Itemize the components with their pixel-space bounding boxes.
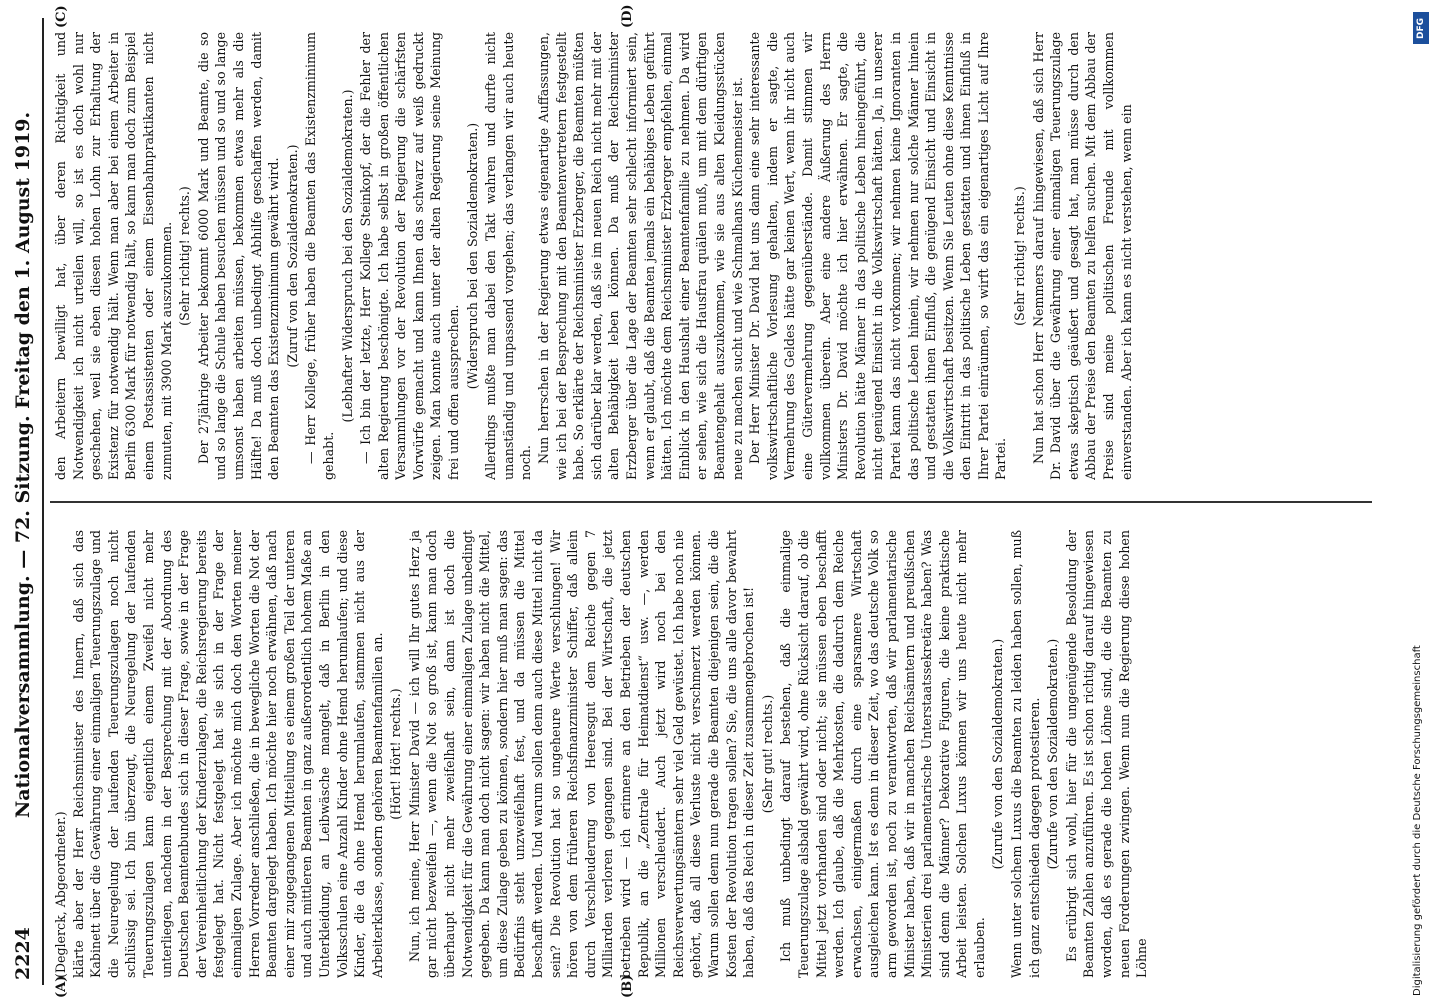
interjection: (Lebhafter Widerspruch bei den Sozialdemokraten.): [339, 89, 355, 423]
paragraph: — Ich bin der letzte, Herr Kollege Steinkopf, der die Fehler der alten Regierung beschönigte. Ich habe selbst in großen öffentlichen Versammlungen vor der Revolution der Regierung die schärfsten Vorwürfe gemacht und kann Ihnen das schwarz auf weiß gedruckt zeigen. Man konnte auch unter der alten Regierung seine Meinung frei und offen aussprechen.: [358, 32, 462, 480]
margin-marker-b: (B): [620, 974, 635, 998]
running-title: Nationalversammlung. — 72. Sitzung. Freitag den 1. August 1919.: [12, 111, 34, 819]
page-number: 2224: [12, 927, 34, 980]
text-column-right: [52, 32, 1370, 480]
paragraph: Nun herrschen in der Regierung etwas eigenartige Auffassungen, wie ich bei der Besprechung mit den Beamtenvertretern festgestellt habe. So erklärte der Reichsminister Erzberger, die Beamten müßten sich darüber klar werden, daß sie im neuen Reich nicht mehr mit der alten Behäbigkeit leben können. Da muß der Reichsminister Erzberger über die Lage der Beamten sehr schlecht informiert sein, wenn er glaubt, daß die Beamten jemals ein behäbiges Leben geführt hätten. Ich möchte dem Reichsminister Erzberger empfehlen, einmal Einblick in den Haushalt einer Beamtenfamilie zu nehmen. Da wird er sehen, wie sich die Hausfrau quälen muß, um mit dem dürftigen Beamtengehalt auszukommen, wie sie aus alten Kleidungsstücken neue zu machen sucht und wie Schmalhans Küchenmeister ist.: [536, 32, 745, 480]
header-rule: [42, 18, 44, 985]
margin-marker-c: (C): [54, 5, 69, 28]
paragraph: den Arbeitern bewilligt hat, über deren Richtigkeit und Notwendigkeit ich nicht urteilen will, so ist es doch wohl nur geschehen, weil sie eben diesen hohen Lohn zur Erhaltung der Existenz für notwendig hält. Wenn man aber bei einem Arbeiter in Berlin 6300 Mark für notwendig hält, so kann man doch zum Beispiel einem Postassistenten oder einem Eisenbahnpraktikanten nicht zumuten, mit 3900 Mark auszukommen.: [53, 32, 174, 480]
paragraph: Es erübrigt sich wohl, hier für die ungenügende Besoldung der Beamten Zahlen anzuführen. Es ist schon richtig darauf hingewiesen worden, daß es gerade die hohen Löhne sind, die die Beamten zu neuen Forderungen zwingen. Wenn nun die Regierung diese hohen Löhne: [1063, 530, 1150, 978]
digitization-credit: [1412, 6, 1430, 996]
paragraph: Wenn unter solchem Luxus die Beamten zu leiden haben sollen, muß ich ganz entschieden dagegen protestieren.: [1009, 530, 1042, 978]
interjection: (Sehr richtig! rechts.): [1012, 186, 1028, 326]
interjection: (Widerspruch bei den Sozialdemokraten.): [464, 122, 480, 390]
paragraph: Der 27jährige Arbeiter bekommt 6000 Mark und Beamte, die so und so lange die Schule haben besuchen müssen und so und so lange umsonst haben arbeiten müssen, bekommen etwas mehr als die Hälfte! Da muß doch unbedingt Abhilfe geschaffen werden, damit den Beamten das Existenzminimum gewährt wird.: [195, 32, 282, 480]
text-column-left: [52, 530, 1370, 978]
interjection: (Zurufe von den Sozialdemokraten.): [1045, 638, 1061, 870]
interjection: (Zurufe von den Sozialdemokraten.): [990, 638, 1006, 870]
paragraph: (Deglerck, Abgeordneter.): [53, 811, 68, 978]
interjection: (Sehr gut! rechts.): [759, 694, 775, 814]
paragraph: — Herr Kollege, früher haben die Beamten das Existenzminimum gehabt.: [303, 32, 336, 480]
interjection: (Sehr richtig! rechts.): [177, 186, 193, 326]
interjection: (Hört! Hört! rechts.): [388, 688, 404, 820]
paragraph: Der Herr Minister Dr. David hat uns dann eine sehr interessante volkswirtschaftliche Vorlesung gehalten, indem er sagte, die Vermehrung des Geldes hätte gar keinen Wert, wenn ihr nicht auch eine Gütervermehrung gegenüberstände. Damit stimmen wir vollkommen überein. Aber eine andere Äußerung des Herrn Ministers Dr. David möchte ich hier erwähnen. Er sagte, die Revolution hätte Männer in das politische Leben hineingeführt, die nicht genügend Einsicht in die Volkswirtschaft hätten. Ja, in unserer Partei kann das nicht vorkommen; wir nehmen keine Ignoranten in das politische Leben hinein, wir nehmen nur solche Männer hinein und gestatten ihnen Einfluß, die genügend Einsicht und Einsicht in die Volkswirtschaft besitzen. Wenn Sie Leuten ohne diese Kenntnisse den Eintritt in das politische Leben gestatten und ihnen Einfluß in Ihrer Partei einräumen, so wirft das ein eigenartiges Licht auf Ihre Partei.: [747, 32, 1009, 480]
credit-text: Digitalisierung gefördert durch die Deutsche Forschungsgemeinschaft: [1412, 645, 1423, 996]
paragraph: Allerdings mußte man dabei den Takt wahren und durfte nicht unanständig und unpassend vorgehen; das verlangen wir auch heute noch.: [483, 32, 534, 480]
paragraph: Nun hat schon Herr Nemmers darauf hingewiesen, daß sich Herr Dr. David über die Gewährung einer einmaligen Teuerungszulage etwas skeptisch geäußert und gesagt hat, man müsse durch den Abbau der Preise den Beamten zu helfen suchen. Mit dem Abbau der Preise sind meine politischen Freunde mit vollkommen einverstanden. Aber ich kann es nicht verstehen, wenn ein: [1030, 32, 1134, 480]
margin-marker-a: (A): [54, 975, 69, 998]
column-rule: [50, 501, 1372, 503]
page-header: [6, 0, 40, 1000]
paragraph: Nun, ich meine, Herr Minister David — ich will Ihr gutes Herz ja gar nicht bezweifeln —, wenn die Not so groß ist, kann man doch überhaupt nicht mehr zweifelhaft sein, dann ist doch die Notwendigkeit für die Gewährung einer einmaligen Zulage unbedingt gegeben. Da kann man doch nicht sagen: wir haben nicht die Mittel, um diese Zulage geben zu können, sondern hier muß man sagen: das Bedürfnis steht unzweifelhaft fest, und da müssen die Mittel beschafft werden. Und warum sollen denn auch diese Mittel nicht da sein? Die Revolution hat so ungeheure Werte verschlungen! Wir hören von dem früheren Reichsfinanzminister Schiffer, daß allein durch Verschleuderung von Heeresgut dem Reiche gegen 7 Milliarden verloren gegangen sind. Bei der Wirtschaft, die jetzt betrieben wird — ich erinnere an den Betrieben der deutschen Republik, an die „Zentrale für Heimatdienst“ usw. —, werden Millionen verschleudert. Auch jetzt wird noch bei den Reichsverwertungsämtern sehr viel Geld gewüstet. Ich habe noch nie gehört, daß all diese Verluste nicht verschmerzt werden können. Warum sollen denn nun gerade die Beamten diejenigen sein, die die Kosten der Revolution tragen sollen? Sie, die uns alle davor bewahrt haben, daß das Reich in dieser Zeit zusammengebrochen ist!: [406, 530, 757, 978]
margin-marker-d: (D): [620, 4, 635, 28]
paragraph: Ich muß unbedingt darauf bestehen, daß die einmalige Teuerungszulage alsbald gewährt wird, ohne Rücksicht darauf, ob die Mittel jetzt vorhanden sind oder nicht; sie müssen eben beschafft werden. Ich glaube, daß die Mehrkosten, die dadurch dem Reiche erwachsen, einigermaßen durch eine sparsamere Wirtschaft ausgleichen kann. Ist es denn in dieser Zeit, wo das deutsche Volk so arm geworden ist, noch zu verantworten, daß wir parlamentarische Minister haben, daß wir in manchen Reichsämtern und preußischen Ministerien drei parlamentarische Unterstaatssekretäre haben? Was sind denn die Männer? Dekorative Figuren, die keine praktische Arbeit leisten. Solchen Luxus können wir uns heute nicht mehr erlauben.: [778, 530, 987, 978]
paragraph: klärte aber der Herr Reichsminister des Innern, daß sich das Kabinett über die Gewährung einer einmaligen Teuerungszulage und die Neuregelung der laufenden Teuerungszulagen noch nicht schlüssig sei. Ich bin überzeugt, die Neuregelung der laufenden Teuerungszulagen kann eigentlich einem Zweifel nicht mehr unterliegen, nachdem in der Besprechung mit der Abordnung des Deutschen Beamtenbundes sich in dieser Frage, sowie in der Frage der Vereinheitlichung der Kinderzulagen, die Reichsregierung bereits festgelegt hat. Nicht festgelegt hat sie sich in der Frage der einmaligen Zulage. Aber ich möchte mich doch den Worten meiner Herren Vorredner anschließen, die in bewegliche Worten die Not der Beamten dargelegt haben. Ich möchte hier noch erwähnen, daß nach einer mir zugegangenen Mitteilung es einem großen Teil der unteren und auch mittleren Beamten in ganz außerordentlich hohem Maße an Unterkleidung, an Leibwäsche mangelt, daß in Berlin in den Volksschulen eine Anzahl Kinder ohne Hemd herumlaufen; und diese Kinder, die da ohne Hemd herumlaufen, stammen nicht aus der Arbeiterklasse, sondern gehören Beamtenfamilien an.: [70, 530, 385, 978]
interjection: (Zuruf von den Sozialdemokraten.): [284, 144, 300, 368]
dfg-logo-icon: DFG: [1413, 12, 1429, 44]
